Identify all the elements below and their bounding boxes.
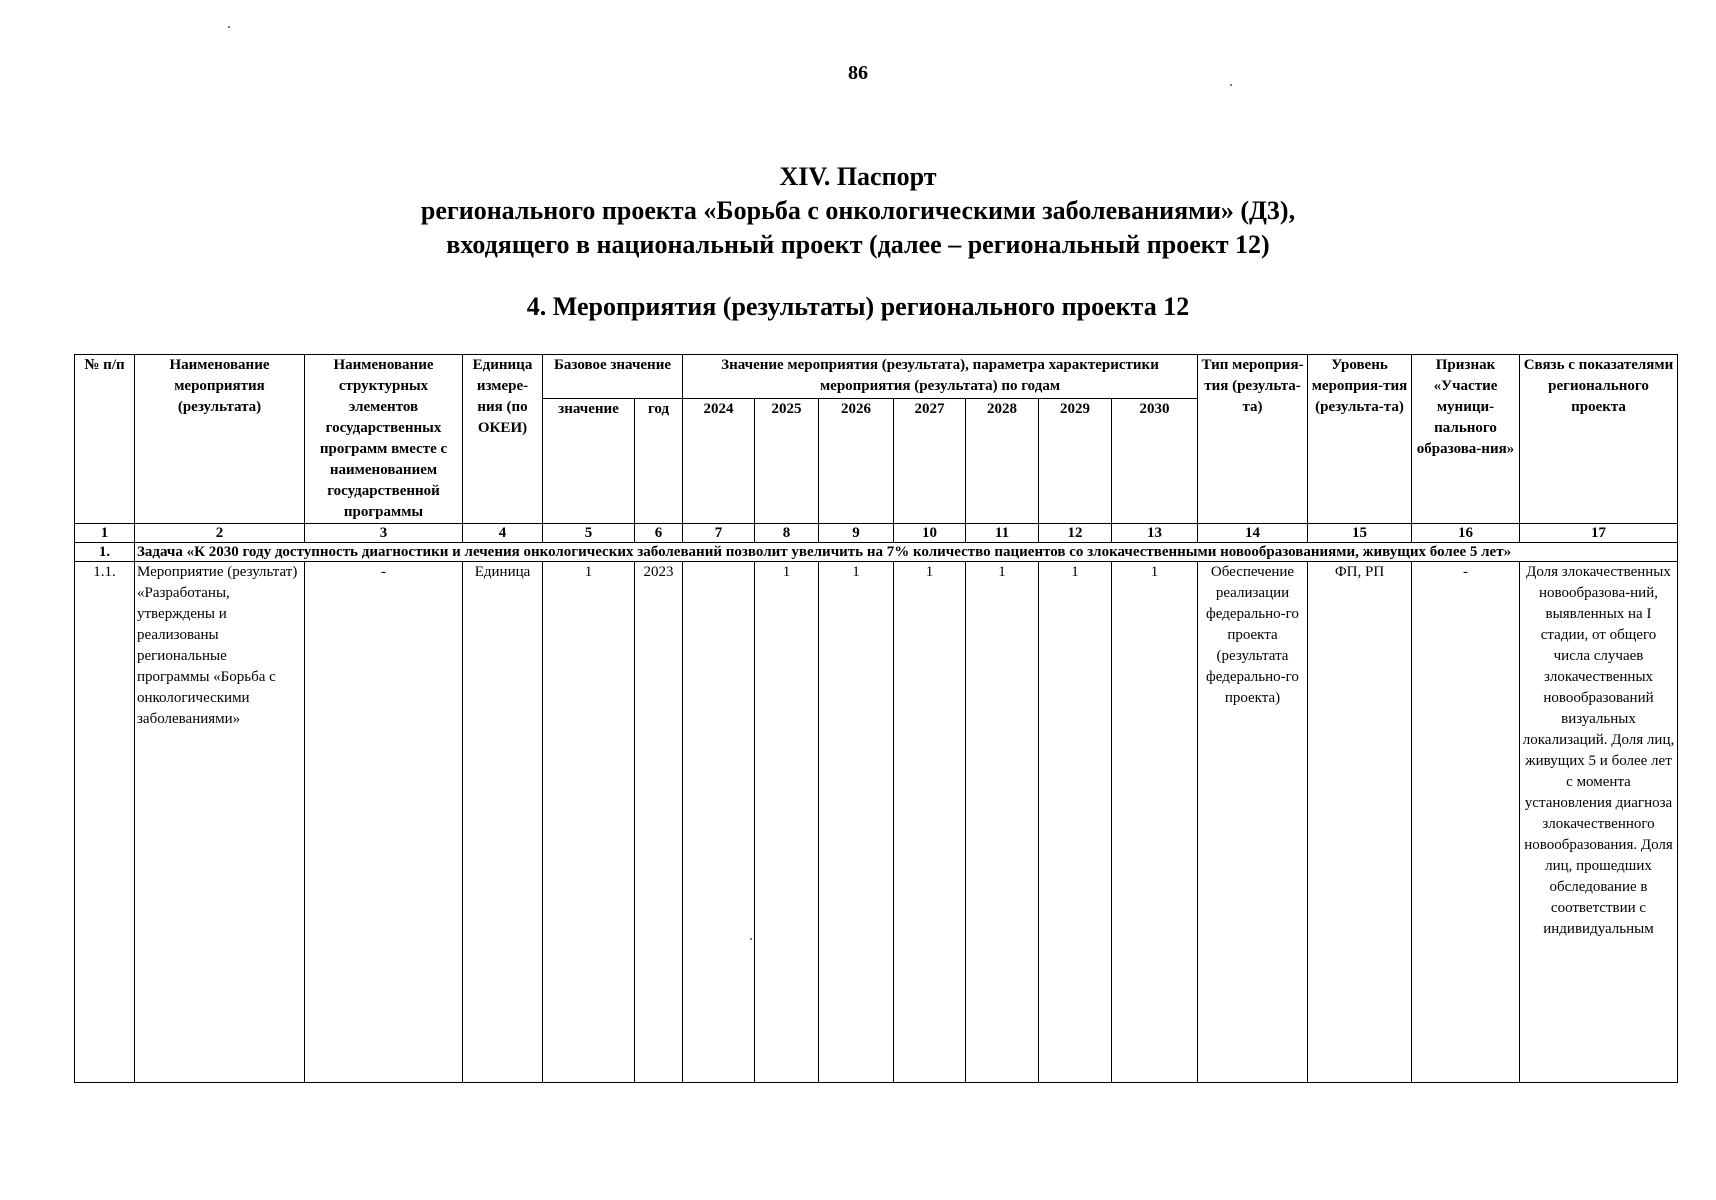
column-number: 9 <box>819 524 894 543</box>
scan-speck <box>228 26 230 28</box>
column-number: 3 <box>305 524 463 543</box>
header-values-by-year: Значение мероприятия (результата), параметра характеристики мероприятия (результата) по годам <box>683 355 1198 399</box>
scan-speck <box>750 938 752 940</box>
header-link: Связь с показателями регионального проекта <box>1520 355 1678 524</box>
header-year-2024: 2024 <box>683 399 755 524</box>
row-value-2030: 1 <box>1112 562 1198 1083</box>
column-number: 10 <box>894 524 966 543</box>
header-year-2027: 2027 <box>894 399 966 524</box>
header-base-value: значение <box>543 399 635 524</box>
column-number: 15 <box>1308 524 1412 543</box>
column-number: 5 <box>543 524 635 543</box>
header-row-top <box>75 355 1678 399</box>
column-number: 4 <box>463 524 543 543</box>
row-value-2028: 1 <box>966 562 1039 1083</box>
row-name: Мероприятие (результат) «Разработаны, утверждены и реализованы региональные программы «Борьба с онкологическими заболеваниями» <box>135 562 305 1083</box>
row-value-2027: 1 <box>894 562 966 1083</box>
column-number: 17 <box>1520 524 1678 543</box>
row-level: ФП, РП <box>1308 562 1412 1083</box>
column-number: 13 <box>1112 524 1198 543</box>
column-number: 12 <box>1039 524 1112 543</box>
column-number: 14 <box>1198 524 1308 543</box>
title-line-2: регионального проекта «Борьба с онкологическими заболеваниями» (Д3), <box>420 196 1296 225</box>
header-base: Базовое значение <box>543 355 683 399</box>
title-line-3: входящего в национальный проект (далее – региональный проект 12) <box>446 230 1270 259</box>
column-number-row <box>75 524 1678 543</box>
header-year-2030: 2030 <box>1112 399 1198 524</box>
column-number: 7 <box>683 524 755 543</box>
activities-table <box>74 354 1678 1083</box>
page-number: 86 <box>848 62 868 84</box>
header-municipal: Признак «Участие муници-пального образова-ния» <box>1412 355 1520 524</box>
header-name: Наименование мероприятия (результата) <box>135 355 305 524</box>
row-unit: Единица <box>463 562 543 1083</box>
task-num: 1. <box>75 543 135 562</box>
column-number: 1 <box>75 524 135 543</box>
header-year-2025: 2025 <box>755 399 819 524</box>
header-type: Тип мероприя-тия (результа-та) <box>1198 355 1308 524</box>
row-value-2025: 1 <box>755 562 819 1083</box>
header-year-2028: 2028 <box>966 399 1039 524</box>
row-value-2029: 1 <box>1039 562 1112 1083</box>
row-type: Обеспечение реализации федерально-го проекта (результата федерально-го проекта) <box>1198 562 1308 1083</box>
row-base-value: 1 <box>543 562 635 1083</box>
row-link: Доля злокачественных новообразова-ний, выявленных на I стадии, от общего числа случаев злокачественных новообразований визуальных локализаций. Доля лиц, живущих 5 и более лет с момента установления диагноза злокачественного новообразования. Доля лиц, прошедших обследование в соответствии с индивидуальным <box>1520 562 1678 1083</box>
column-number: 6 <box>635 524 683 543</box>
column-number: 2 <box>135 524 305 543</box>
header-struct: Наименование структурных элементов государственных программ вместе с наименованием государственной программы <box>305 355 463 524</box>
header-num: № п/п <box>75 355 135 524</box>
row-value-2024 <box>683 562 755 1083</box>
row-municipal: - <box>1412 562 1520 1083</box>
row-struct: - <box>305 562 463 1083</box>
header-unit: Единица измере-ния (по ОКЕИ) <box>463 355 543 524</box>
title-line-1: XIV. Паспорт <box>779 162 937 191</box>
table-row <box>75 562 1678 1083</box>
task-row <box>75 543 1678 562</box>
row-value-2026: 1 <box>819 562 894 1083</box>
row-num: 1.1. <box>75 562 135 1083</box>
scan-speck <box>1230 84 1232 86</box>
row-base-year: 2023 <box>635 562 683 1083</box>
header-year-2026: 2026 <box>819 399 894 524</box>
column-number: 11 <box>966 524 1039 543</box>
section-title: 4. Мероприятия (результаты) регионального проекта 12 <box>526 292 1190 321</box>
header-base-year: год <box>635 399 683 524</box>
column-number: 16 <box>1412 524 1520 543</box>
task-text: Задача «К 2030 году доступность диагностики и лечения онкологических заболеваний позволит увеличить на 7% количество пациентов со злокачественными новообразованиями, живущих более 5 лет» <box>135 543 1678 562</box>
document-title <box>0 160 1716 262</box>
header-level: Уровень мероприя-тия (результа-та) <box>1308 355 1412 524</box>
column-number: 8 <box>755 524 819 543</box>
header-year-2029: 2029 <box>1039 399 1112 524</box>
